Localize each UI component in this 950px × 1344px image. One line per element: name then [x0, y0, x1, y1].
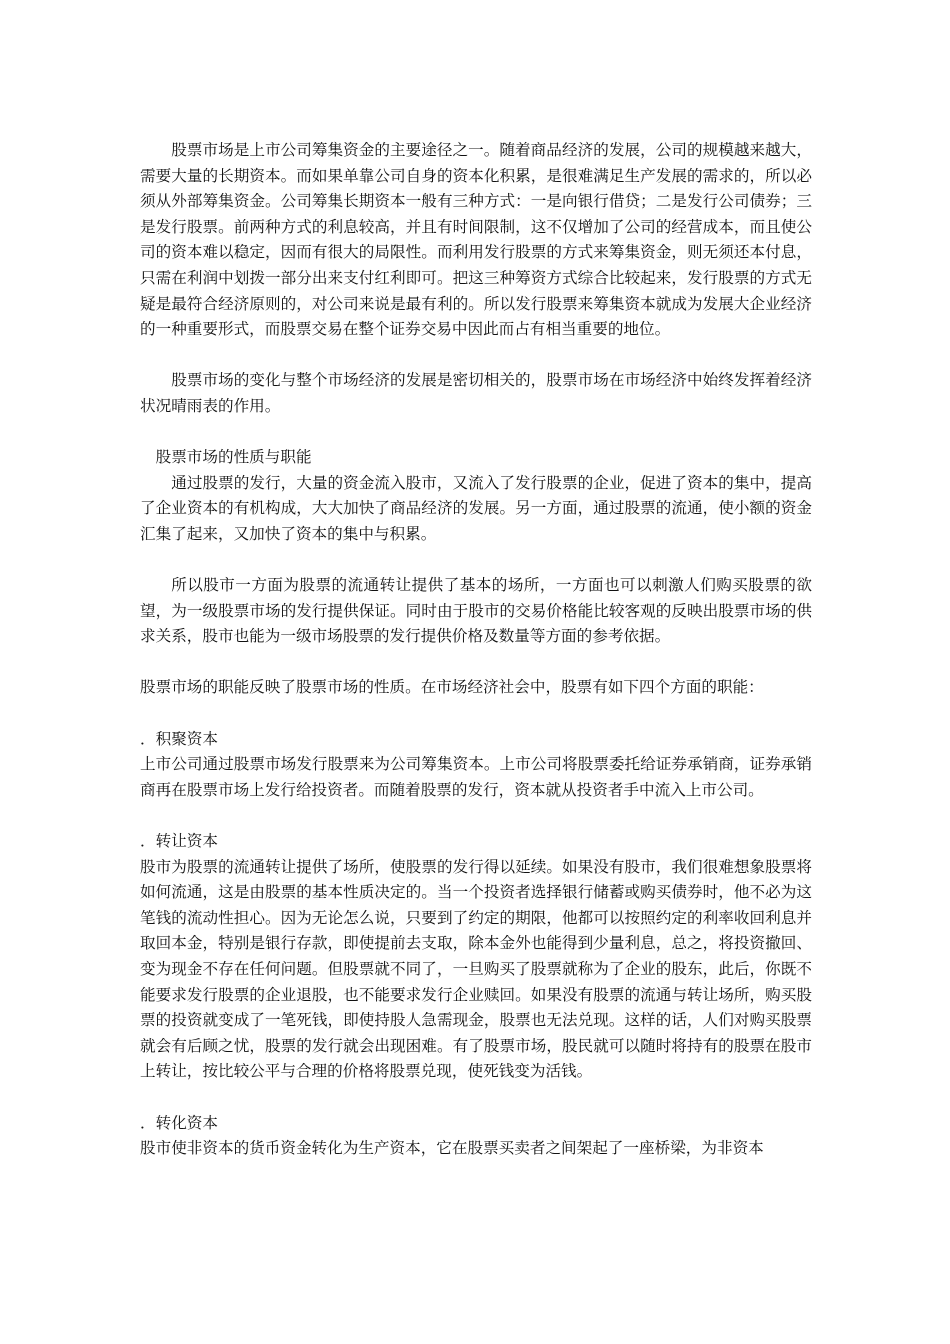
function-body-transfer-capital: 股市为股票的流通转让提供了场所，使股票的发行得以延续。如果没有股市，我们很难想象股票将如何流通，这是由股票的基本性质决定的。当一个投资者选择银行储蓄或购买债券时，他不必为这笔钱的流动性担心。因为无论怎么说，只要到了约定的期限，他都可以按照约定的利率收回利息并取回本金，特别是银行存款，即使提前去支取，除本金外也能得到少量利息，总之，将投资撤回、变为现金不存在任何问题。但股票就不同了，一旦购买了股票就称为了企业的股东，此后，你既不能要求发行股票的企业退股，也不能要求发行企业赎回。如果没有股票的流通与转让场所，购买股票的投资就变成了一笔死钱，即使持股人急需现金，股票也无法兑现。这样的话，人们对购买股票就会有后顾之忧，股票的发行就会出现困难。有了股票市场，股民就可以随时将持有的股票在股市上转让，按比较公平与合理的价格将股票兑现，使死钱变为活钱。: [140, 857, 812, 1081]
section-heading: 股票市场的性质与职能: [155, 448, 312, 467]
functions-intro: 股票市场的职能反映了股票市场的性质。在市场经济社会中，股票有如下四个方面的职能：: [140, 678, 764, 697]
document-body: [140, 138, 812, 1162]
paragraph-primary-market-support: 所以股市一方面为股票的流通转让提供了基本的场所，一方面也可以刺激人们购买股票的欲望，为一级股票市场的发行提供保证。同时由于股市的交易价格能比较客观的反映出股票市场的供求关系，股市也能为一级市场股票的发行提供价格及数量等方面的参考依据。: [140, 576, 812, 646]
paragraph-stock-market-financing: 股票市场是上市公司筹集资金的主要途径之一。随着商品经济的发展，公司的规模越来越大，需要大量的长期资本。而如果单靠公司自身的资本化积累，是很难满足生产发展的需求的，所以必须从外部筹集资金。公司筹集长期资本一般有三种方式：一是向银行借贷；二是发行公司债券；三是发行股票。前两种方式的利息较高，并且有时间限制，这不仅增加了公司的经营成本，而且使公司的资本难以稳定，因而有很大的局限性。而利用发行股票的方式来筹集资金，则无须还本付息，只需在利润中划拨一部分出来支付红利即可。把这三种筹资方式综合比较起来，发行股票的方式无疑是最符合经济原则的，对公司来说是最有利的。所以发行股票来筹集资本就成为发展大企业经济的一种重要形式，而股票交易在整个证券交易中因此而占有相当重要的地位。: [140, 141, 812, 339]
paragraph-market-barometer: 股票市场的变化与整个市场经济的发展是密切相关的，股票市场在市场经济中始终发挥着经济状况晴雨表的作用。: [140, 371, 812, 415]
function-body-convert-capital: 股市使非资本的货币资金转化为生产资本，它在股票买卖者之间架起了一座桥梁，为非资本: [140, 1139, 764, 1158]
function-title-transfer-capital: ．转让资本: [140, 832, 218, 851]
function-title-accumulate-capital: ．积聚资本: [140, 729, 218, 748]
function-title-convert-capital: ．转化资本: [140, 1113, 218, 1132]
paragraph-capital-concentration: 通过股票的发行，大量的资金流入股市，又流入了发行股票的企业，促进了资本的集中，提高了企业资本的有机构成，大大加快了商品经济的发展。另一方面，通过股票的流通，使小额的资金汇集了起来，又加快了资本的集中与积累。: [140, 473, 812, 543]
function-body-accumulate-capital: 上市公司通过股票市场发行股票来为公司筹集资本。上市公司将股票委托给证券承销商，证券承销商再在股票市场上发行给投资者。而随着股票的发行，资本就从投资者手中流入上市公司。: [140, 755, 812, 799]
